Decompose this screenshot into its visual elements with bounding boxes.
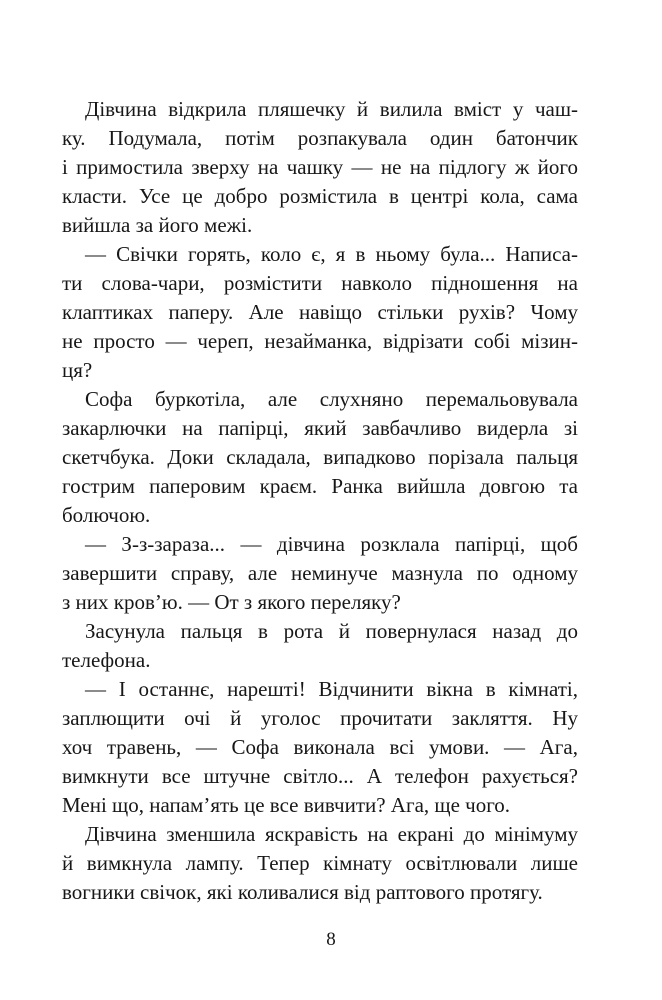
text-line: ти слова-чари, розмістити навколо підношення на xyxy=(62,271,578,295)
text-line: — І останнє, нарешті! Відчинити вікна в кімнаті, xyxy=(85,677,578,701)
text-line: класти. Усе це добро розмістила в центрі кола, сама xyxy=(62,184,578,208)
page-number: 8 xyxy=(326,929,336,950)
text-line: Мені що, напам’ять це все вивчити? Ага, ще чого. xyxy=(62,793,511,817)
text-line: Софа буркотіла, але слухняно перемальовувала xyxy=(85,387,578,411)
text-line: завершити справу, але неминуче мазнула по одному xyxy=(62,561,578,585)
text-line: болючою. xyxy=(62,503,151,527)
text-line: заплющити очі й уголос прочитати закляття. Ну xyxy=(62,706,578,730)
text-line: не просто — череп, незайманка, відрізати собі мізин- xyxy=(62,329,578,353)
text-line: ця? xyxy=(62,358,93,382)
text-line: — Свічки горять, коло є, я в ньому була... Написа- xyxy=(85,242,578,266)
text-line: Засунула пальця в рота й повернулася назад до xyxy=(85,619,578,643)
text-block xyxy=(62,95,578,907)
text-line: вогники свічок, які коливалися від раптового протягу. xyxy=(62,880,543,904)
text-line: з них кров’ю. — От з якого переляку? xyxy=(62,590,401,614)
text-line: Дівчина зменшила яскравість на екрані до мінімуму xyxy=(85,822,578,846)
text-line: Дівчина відкрила пляшечку й вилила вміст у чаш- xyxy=(85,97,578,121)
paragraph-1 xyxy=(62,95,578,240)
text-line: закарлючки на папірці, який завбачливо видерла зі xyxy=(62,416,578,440)
text-line: ку. Подумала, потім розпакувала один батончик xyxy=(62,126,578,150)
paragraph-3 xyxy=(62,385,578,530)
text-line: — З-з-зараза... — дівчина розклала папірці, щоб xyxy=(85,532,578,556)
paragraph-6 xyxy=(62,675,578,820)
paragraph-7 xyxy=(62,820,578,907)
paragraph-5 xyxy=(62,617,578,675)
text-line: вимкнути все штучне світло... А телефон рахується? xyxy=(62,764,578,788)
text-line: й вимкнула лампу. Тепер кімнату освітлювали лише xyxy=(62,851,578,875)
text-line: клаптиках паперу. Але навіщо стільки рухів? Чому xyxy=(62,300,578,324)
paragraph-4 xyxy=(62,530,578,617)
text-line: скетчбука. Доки складала, випадково порізала пальця xyxy=(62,445,578,469)
text-line: і примостила зверху на чашку — не на підлогу ж його xyxy=(62,155,578,179)
text-line: вийшла за його межі. xyxy=(62,213,253,237)
text-line: хоч травень, — Софа виконала всі умови. — Ага, xyxy=(62,735,578,759)
paragraph-2 xyxy=(62,240,578,385)
text-line: гострим паперовим краєм. Ранка вийшла довгою та xyxy=(62,474,578,498)
text-line: телефона. xyxy=(62,648,151,672)
